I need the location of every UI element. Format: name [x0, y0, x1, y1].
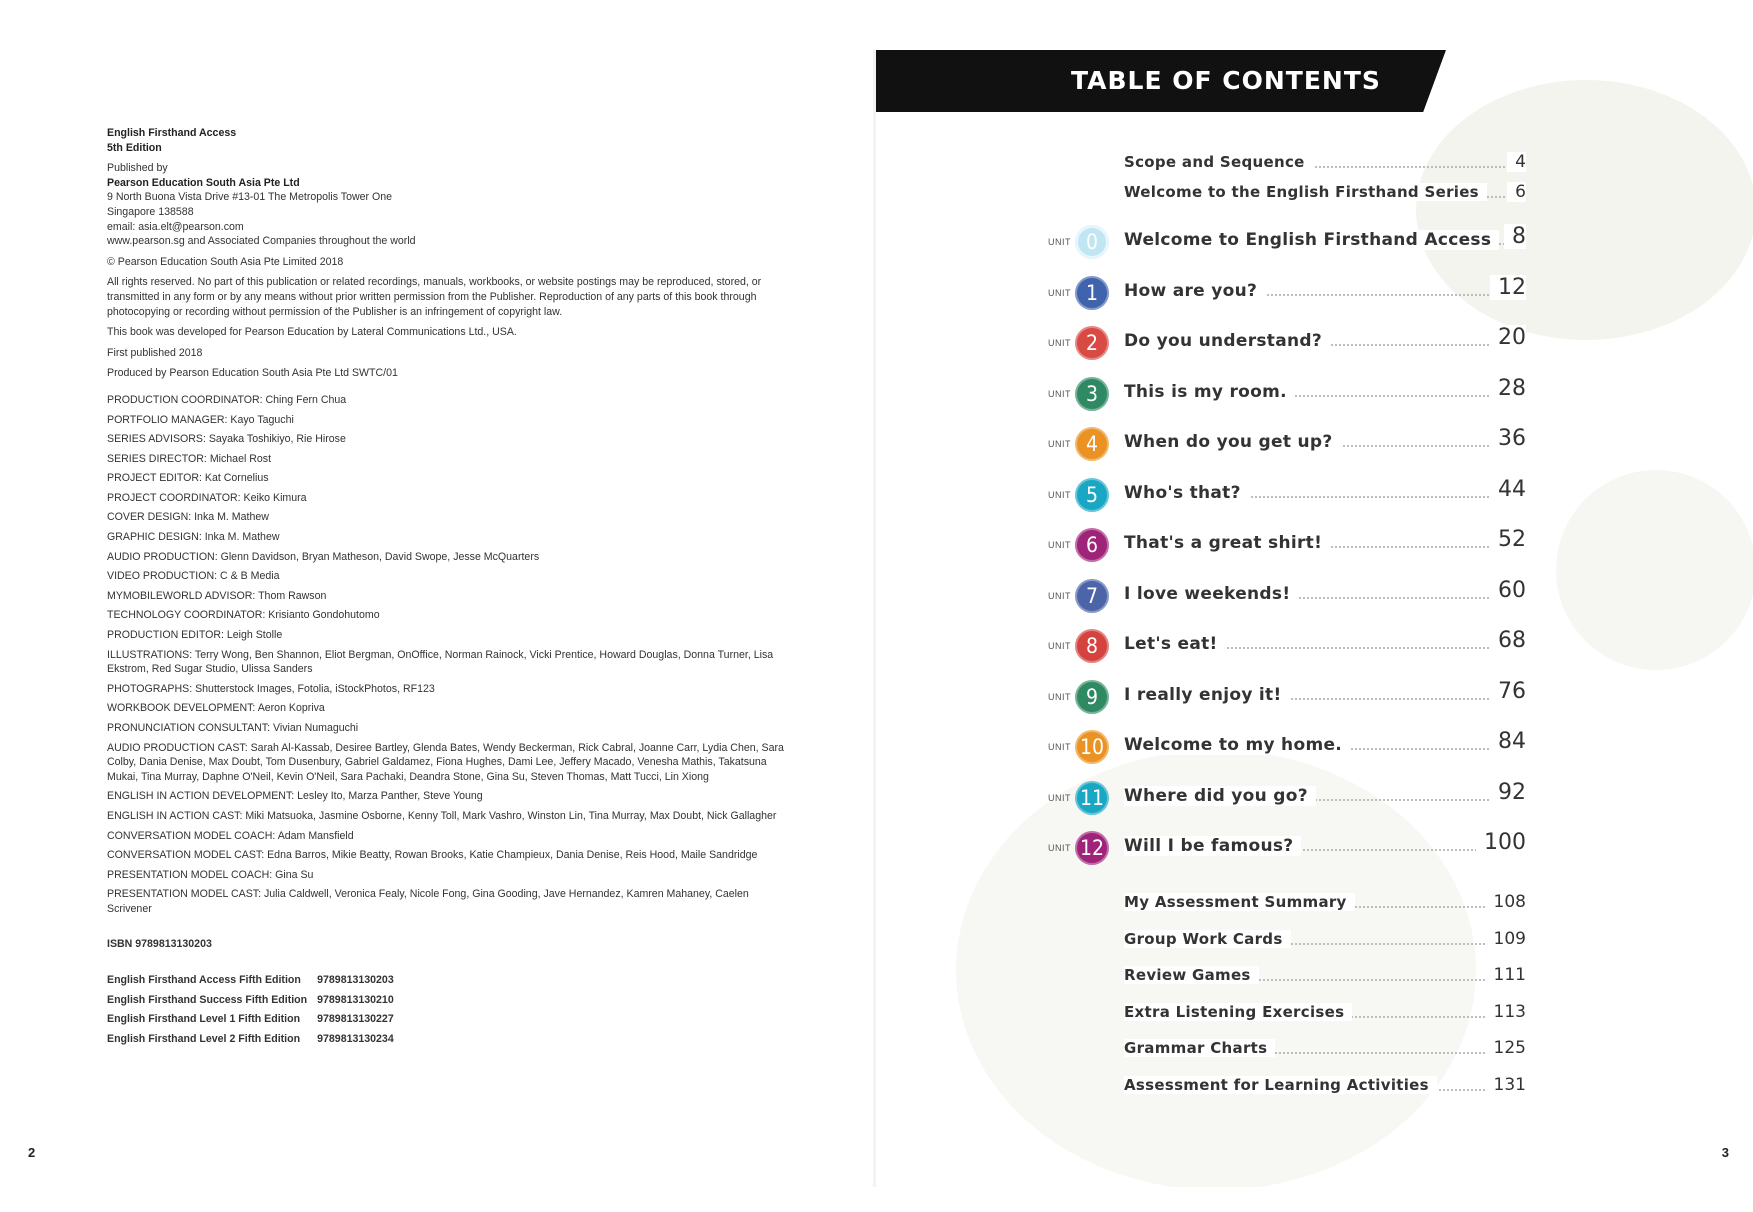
edition: 5th Edition [107, 141, 162, 154]
edition-name: English Firsthand Level 1 Fifth Edition [107, 1013, 301, 1026]
unit-tag: UNIT [1048, 590, 1071, 601]
toc-entry-label: Do you understand? [1124, 331, 1330, 351]
unit-tag: UNIT [1048, 287, 1071, 298]
unit-tag: UNIT [1048, 489, 1071, 500]
toc-page [876, 50, 1753, 1187]
page-number-left: 2 [28, 1145, 36, 1160]
edition-isbn: 9789813130227 [317, 1013, 394, 1026]
credit-line: ENGLISH IN ACTION CAST: Miki Matsuoka, Jasmine Osborne, Kenny Toll, Mark Vashro, Winston Lin, Tina Murray, Max Doubt, Nick Gallagher [107, 809, 777, 822]
toc-unit-entry[interactable] [876, 476, 1576, 513]
toc-unit-entry[interactable] [876, 426, 1576, 462]
toc-entry-label: Group Work Cards [1124, 930, 1291, 948]
toc-entry[interactable] [876, 153, 1576, 183]
credit-line: SERIES DIRECTOR: Michael Rost [107, 452, 272, 465]
background-watercolor [1556, 470, 1753, 670]
toc-entry-page: 131 [1486, 1075, 1526, 1095]
credit-line: PROJECT COORDINATOR: Keiko Kimura [107, 491, 307, 504]
toc-entry-page: 60 [1490, 578, 1526, 603]
edition-isbn: 9789813130234 [317, 1032, 394, 1045]
toc-entry-page: 36 [1490, 426, 1526, 451]
unit-number-badge: 4 [1075, 427, 1109, 461]
credit-line: PRODUCTION COORDINATOR: Ching Fern Chua [107, 393, 347, 406]
toc-entry-page: 44 [1490, 477, 1526, 502]
toc-unit-entry[interactable] [876, 325, 1576, 361]
edition-isbn-table [107, 973, 404, 1051]
toc-entry-label: Assessment for Learning Activities [1124, 1076, 1437, 1094]
toc-unit-entry[interactable] [876, 224, 1576, 260]
toc-entry[interactable] [876, 966, 1576, 996]
credit-line: VIDEO PRODUCTION: C & B Media [107, 570, 280, 583]
credit-line: GRAPHIC DESIGN: Inka M. Mathew [107, 531, 280, 544]
toc-unit-entry[interactable] [876, 830, 1576, 866]
toc-unit-entry[interactable] [876, 779, 1576, 816]
credit-line: PORTFOLIO MANAGER: Kayo Taguchi [107, 413, 294, 426]
toc-entry[interactable] [876, 183, 1576, 213]
unit-number-badge: 8 [1075, 629, 1109, 663]
toc-entry-label: Let's eat! [1124, 634, 1226, 654]
toc-entry-page: 76 [1490, 679, 1526, 704]
unit-tag: UNIT [1048, 540, 1071, 550]
toc-entry-page: 108 [1486, 892, 1526, 912]
credit-line: PHOTOGRAPHS: Shutterstock Images, Fotolia, iStockPhotos, RF123 [107, 682, 435, 695]
address-line-1: 9 North Buona Vista Drive #13-01 The Metropolis Tower One [107, 191, 393, 204]
credit-line: WORKBOOK DEVELOPMENT: Aeron Kopriva [107, 702, 325, 715]
toc-unit-entry[interactable] [876, 729, 1576, 765]
toc-entry-label: How are you? [1124, 281, 1265, 301]
unit-number-badge: 10 [1075, 730, 1109, 764]
toc-entry-label: Grammar Charts [1124, 1039, 1275, 1057]
toc-entry-page: 113 [1486, 1002, 1526, 1022]
credit-line: SERIES ADVISORS: Sayaka Toshikiyo, Rie Hirose [107, 433, 346, 446]
toc-entry-label: When do you get up? [1124, 432, 1341, 452]
toc-entry[interactable] [876, 1076, 1576, 1106]
edition-isbn: 9789813130210 [317, 993, 394, 1006]
toc-entry-page: 111 [1486, 965, 1526, 985]
toc-entry-page: 84 [1490, 729, 1526, 754]
credit-line: PRESENTATION MODEL CAST: Julia Caldwell, Veronica Fealy, Nicole Fong, Gina Gooding, Jave Hernandez, Kamren Mahaney, Caelen Scrivener [107, 888, 749, 915]
toc-entry-label: I love weekends! [1124, 584, 1298, 604]
website: www.pearson.sg and Associated Companies throughout the world [107, 235, 416, 248]
unit-number-badge: 7 [1075, 579, 1109, 613]
toc-entry-page: 92 [1490, 780, 1526, 805]
toc-entry-label: Will I be famous? [1124, 836, 1301, 856]
toc-entry-label: My Assessment Summary [1124, 893, 1355, 911]
toc-entry-label: That's a great shirt! [1124, 533, 1330, 553]
toc-unit-entry[interactable] [876, 628, 1576, 664]
toc-entry-page: 6 [1507, 182, 1526, 202]
toc-entry-label: This is my room. [1124, 382, 1295, 402]
toc-entry-page: 68 [1490, 628, 1526, 653]
unit-tag: UNIT [1048, 691, 1071, 702]
edition-name: English Firsthand Success Fifth Edition [107, 993, 308, 1006]
unit-number-badge: 3 [1075, 377, 1109, 411]
unit-number-badge: 6 [1075, 528, 1109, 562]
edition-row [107, 1012, 404, 1032]
isbn: ISBN 9789813130203 [107, 937, 212, 950]
credit-line: PRONUNCIATION CONSULTANT: Vivian Numaguchi [107, 722, 359, 734]
toc-entry-label: Scope and Sequence [1124, 153, 1313, 171]
unit-tag: UNIT [1048, 742, 1071, 752]
toc-entry-page: 4 [1507, 152, 1526, 172]
unit-tag: UNIT [1048, 792, 1071, 803]
credit-line: ENGLISH IN ACTION DEVELOPMENT: Lesley Ito, Marza Panther, Steve Young [107, 790, 483, 803]
first-published: First published 2018 [107, 346, 203, 359]
toc-entry-page: 109 [1486, 929, 1526, 949]
unit-number-badge: 9 [1075, 680, 1109, 714]
leader-dots [1176, 647, 1524, 649]
credit-line: PROJECT EDITOR: Kat Cornelius [107, 472, 269, 485]
toc-entry-page: 12 [1490, 275, 1526, 300]
credit-line: AUDIO PRODUCTION: Glenn Davidson, Bryan Matheson, David Swope, Jesse McQuarters [107, 550, 540, 563]
toc-unit-entry[interactable] [876, 678, 1576, 715]
toc-unit-entry[interactable] [876, 375, 1576, 412]
toc-entry-label: I really enjoy it! [1124, 685, 1290, 705]
edition-row [107, 993, 404, 1013]
toc-entry[interactable] [876, 1039, 1576, 1069]
produced-by: Produced by Pearson Education South Asia Pte Ltd SWTC/01 [107, 367, 398, 380]
toc-entry-label: Welcome to English Firsthand Access [1124, 230, 1499, 250]
credit-line: AUDIO PRODUCTION CAST: Sarah Al-Kassab, Desiree Bartley, Glenda Bates, Wendy Beckerman, Rick Cabral, Joanne Carr, Lydia Chen, Sara Colby, Dania Denise, Max Doubt, Tom Dusenbury, Gabriel Galdamez, Fiona Hughes, Dami Lee, Jeffery Macado, Venesha Mathis, Takatsuna Mukai, Tina Murray, Daphne O'Neil, Kevin O'Neil, Sara Pachaki, Deandra Stone, Gina Su, Steven Thomas, Matt Tucci, Lin Xiong [107, 741, 784, 783]
toc-unit-entry[interactable] [876, 577, 1576, 614]
unit-tag: UNIT [1048, 388, 1071, 399]
unit-number-badge: 2 [1075, 326, 1109, 360]
credits-list [107, 393, 787, 917]
unit-number-badge: 12 [1075, 831, 1109, 865]
book-title: English Firsthand Access [107, 127, 237, 139]
toc-entry[interactable] [876, 930, 1576, 960]
unit-number-badge: 5 [1075, 478, 1109, 512]
credit-line: COVER DESIGN: Inka M. Mathew [107, 511, 269, 524]
toc-entry-label: Who's that? [1124, 483, 1249, 503]
rights-statement: All rights reserved. No part of this publication or related recordings, manuals, workbooks, or website postings may be reproduced, stored, or transmitted in any form or by any means without prior written permission from the Publisher. Reproduction of any parts of this book through photocopying or recording without permission of the Publisher is an infringement of copyright law. [107, 276, 762, 318]
edition-row [107, 973, 404, 993]
copyright: © Pearson Education South Asia Pte Limited 2018 [107, 255, 344, 268]
edition-name: English Firsthand Access Fifth Edition [107, 974, 301, 987]
toc-entry-label: Extra Listening Exercises [1124, 1003, 1352, 1021]
credit-line: PRESENTATION MODEL COACH: Gina Su [107, 868, 314, 881]
toc-entry-page: 8 [1504, 224, 1526, 249]
unit-number-badge: 0 [1075, 225, 1109, 259]
toc-heading: TABLE OF CONTENTS [1071, 66, 1381, 95]
toc-entry[interactable] [876, 1003, 1576, 1033]
imprint-page [0, 50, 874, 1187]
unit-tag: UNIT [1048, 439, 1071, 449]
publisher: Pearson Education South Asia Pte Ltd [107, 176, 300, 189]
unit-number-badge: 1 [1075, 276, 1109, 310]
unit-tag: UNIT [1048, 843, 1071, 853]
edition-row [107, 1032, 404, 1052]
edition-isbn: 9789813130203 [317, 974, 394, 987]
toc-entry-label: Welcome to the English Firsthand Series [1124, 183, 1487, 201]
developed-by: This book was developed for Pearson Education by Lateral Communications Ltd., USA. [107, 326, 517, 339]
unit-tag: UNIT [1048, 338, 1071, 348]
credit-line: CONVERSATION MODEL COACH: Adam Mansfield [107, 829, 354, 842]
address-line-2: Singapore 138588 [107, 205, 194, 218]
unit-number-badge: 11 [1075, 781, 1109, 815]
toc-unit-entry[interactable] [876, 527, 1576, 563]
page-number-right: 3 [1721, 1145, 1729, 1160]
toc-entry-label: Where did you go? [1124, 786, 1316, 806]
toc-entry-page: 125 [1486, 1038, 1526, 1058]
credit-line: ILLUSTRATIONS: Terry Wong, Ben Shannon, Eliot Bergman, OnOffice, Norman Rainock, Vicki Prentice, Howard Douglas, Donna Turner, Lisa Ekstrom, Red Sugar Studio, Ulissa Sanders [107, 648, 774, 676]
published-by: Published by [107, 162, 168, 175]
toc-entry-page: 20 [1490, 325, 1526, 350]
toc-entry-page: 28 [1490, 376, 1526, 401]
unit-tag: UNIT [1048, 237, 1071, 247]
toc-entry-label: Welcome to my home. [1124, 735, 1350, 755]
imprint-text [107, 126, 787, 1052]
book-spread [0, 50, 1753, 1187]
edition-name: English Firsthand Level 2 Fifth Edition [107, 1032, 301, 1045]
toc-unit-entry[interactable] [876, 274, 1576, 311]
toc-entry-page: 100 [1476, 830, 1526, 855]
email: email: asia.elt@pearson.com [107, 220, 244, 233]
toc-entry-page: 52 [1490, 527, 1526, 552]
credit-line: CONVERSATION MODEL CAST: Edna Barros, Mikie Beatty, Rowan Brooks, Katie Champieux, Dania Denise, Reis Hood, Maile Sandridge [107, 849, 758, 862]
credit-line: TECHNOLOGY COORDINATOR: Krisianto Gondohutomo [107, 609, 380, 622]
credit-line: MYMOBILEWORLD ADVISOR: Thom Rawson [107, 589, 327, 602]
unit-tag: UNIT [1048, 641, 1071, 651]
credit-line: PRODUCTION EDITOR: Leigh Stolle [107, 629, 283, 642]
toc-entry-label: Review Games [1124, 966, 1259, 984]
toc-entry[interactable] [876, 893, 1576, 923]
